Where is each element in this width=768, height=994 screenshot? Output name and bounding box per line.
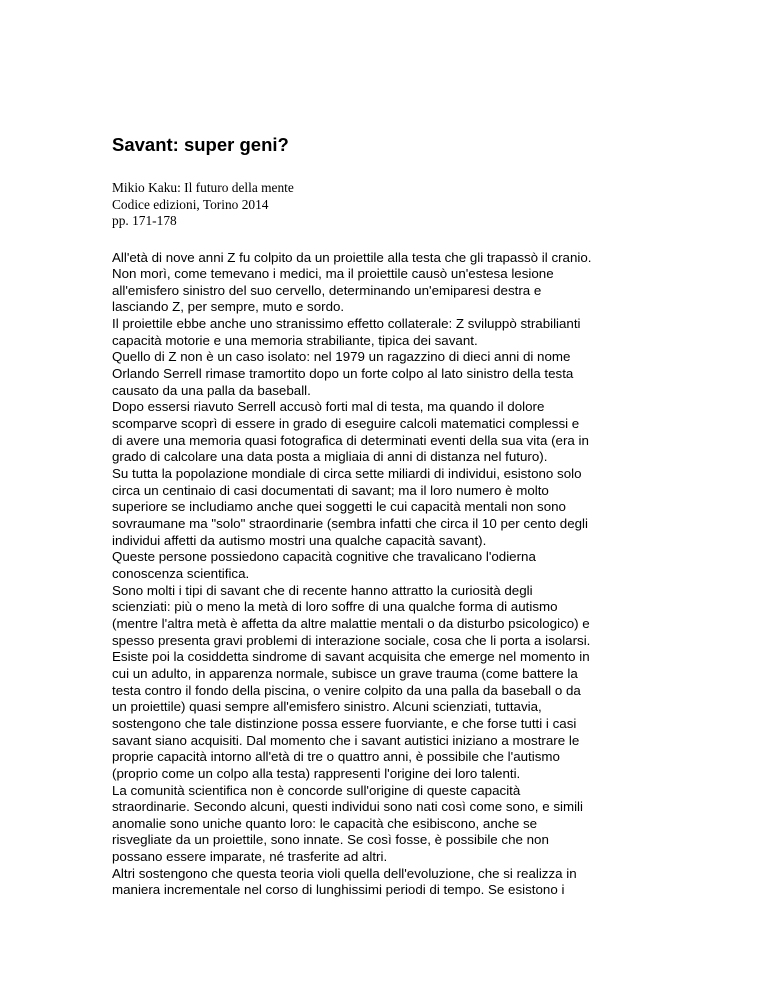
text-line: lasciando Z, per sempre, muto e sordo. (112, 299, 345, 315)
text-line: scomparve scoprì di essere in grado di eseguire calcoli matematici complessi e (112, 416, 580, 432)
text-line: sovraumane ma "solo" straordinarie (sembra infatti che circa il 10 per cento degli (112, 516, 588, 531)
text-line: straordinarie. Secondo alcuni, questi individui sono nati così come sono, e simili (112, 799, 583, 815)
text-line: Dopo essersi riavuto Serrell accusò forti mal di testa, ma quando il dolore (112, 399, 545, 415)
text-line: circa un centinaio di casi documentati di savant; ma il loro numero è molto (112, 482, 549, 498)
text-line: un proiettile) quasi sempre all'emisfero sinistro. Alcuni scienziati, tuttavia, (112, 699, 542, 715)
text-line: cui un adulto, in apparenza normale, subisce un grave trauma (come battere la (112, 665, 578, 681)
text-line: savant siano acquisiti. Dal momento che i savant autistici iniziano a mostrare le (112, 732, 580, 748)
source-citation (112, 180, 672, 230)
text-line: Altri sostengono che questa teoria violi quella dell'evoluzione, che si realizza in (112, 865, 577, 881)
citation-author-book: Mikio Kaku: Il futuro della mente (112, 180, 294, 195)
text-line: testa contro il fondo della piscina, o venire colpito da una palla da baseball o da (112, 682, 581, 698)
text-line: grado di calcolare una data posta a migliaia di anni di distanza nel futuro). (112, 449, 548, 465)
text-line: risvegliate da un proiettile, sono innate. Se così fosse, è possibile che non (112, 832, 549, 848)
text-line: scienziati: più o meno la metà di loro soffre di una qualche forma di autismo (112, 599, 558, 615)
text-line: superiore se includiamo anche quei soggetti le cui capacità mentali non sono (112, 499, 566, 515)
text-line: Su tutta la popolazione mondiale di circa sette miliardi di individui, esistono solo (112, 466, 582, 482)
text-line: sostengono che tale distinzione possa essere fuorviante, e che forse tutti i casi (112, 715, 577, 731)
text-line: All'età di nove anni Z fu colpito da un proiettile alla testa che gli trapassò il cranio. (112, 249, 592, 265)
citation-publisher: Codice edizioni, Torino 2014 (112, 196, 269, 212)
document-title: Savant: super geni? (112, 134, 289, 155)
text-line: individui affetti da autismo mostri una qualche capacità savant). (112, 532, 487, 548)
text-line: spesso presenta gravi problemi di interazione sociale, cosa che li porta a isolarsi. (112, 632, 591, 648)
text-line: Queste persone possiedono capacità cognitive che travalicano l'odierna (112, 549, 536, 565)
text-line: Esiste poi la cosiddetta sindrome di savant acquisita che emerge nel momento in (112, 649, 590, 665)
text-line: conoscenza scientifica. (112, 565, 250, 581)
document-page (112, 134, 672, 899)
citation-pages: pp. 171-178 (112, 213, 177, 228)
text-line: Il proiettile ebbe anche uno stranissimo effetto collaterale: Z sviluppò strabilianti (112, 316, 581, 332)
text-line: Orlando Serrell rimase tramortito dopo un forte colpo al lato sinistro della testa (112, 366, 574, 382)
text-line: Sono molti i tipi di savant che di recente hanno attratto la curiosità degli (112, 582, 533, 598)
text-line: proprie capacità intorno all'età di tre o quattro anni, è possibile che l'autismo (112, 749, 560, 765)
text-line: Quello di Z non è un caso isolato: nel 1979 un ragazzino di dieci anni di nome (112, 349, 571, 365)
text-line: all'emisfero sinistro del suo cervello, determinando un'emiparesi destra e (112, 282, 542, 298)
body-text (112, 250, 672, 900)
text-line: anomalie sono uniche quanto loro: le capacità che esibiscono, anche se (112, 815, 538, 831)
text-line: (proprio come un colpo alla testa) rappresenti l'origine dei loro talenti. (112, 765, 521, 781)
text-line: causato da una palla da baseball. (112, 382, 311, 398)
text-line: possano essere imparate, né trasferite ad altri. (112, 849, 388, 865)
text-line: La comunità scientifica non è concorde sull'origine di queste capacità (112, 782, 521, 798)
text-line: maniera incrementale nel corso di lunghissimi periodi di tempo. Se esistono i (112, 882, 565, 898)
text-line: di avere una memoria quasi fotografica di determinati eventi della sua vita (era in (112, 432, 589, 448)
text-line: (mentre l'altra metà è affetta da altre malattie mentali o da disturbo psicologico) e (112, 615, 590, 631)
text-line: capacità motorie e una memoria strabiliante, tipica dei savant. (112, 332, 478, 348)
text-line: Non morì, come temevano i medici, ma il proiettile causò un'estesa lesione (112, 266, 554, 282)
